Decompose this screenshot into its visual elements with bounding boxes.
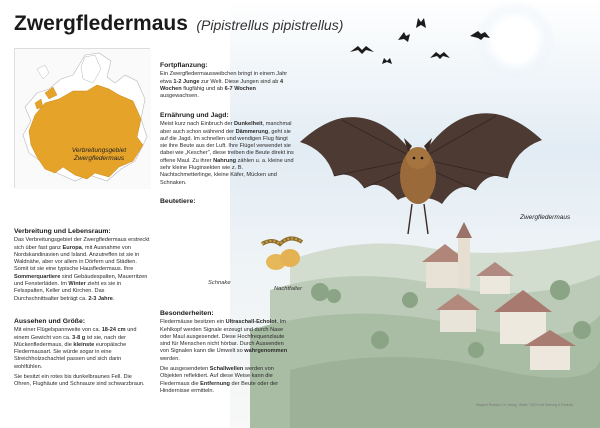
- section-besonderheiten: [160, 310, 294, 398]
- text-aussehen-2: Sie besitzt ein rotes bis dunkelbraunes Fell. Die Ohren, Flughäute und Schnauze sind schwarzbraun.: [14, 374, 145, 388]
- heading-fortpflanzung: Fortpflanzung:: [160, 62, 208, 69]
- section-ernaehrung: [160, 112, 294, 190]
- copyright-note: Siegbert Rudolph, Gr. Verlag · Bilder: OGDV mit Ordnung & Publizist: [476, 403, 573, 407]
- section-fortpflanzung: [160, 62, 294, 103]
- title-scientific: (Pipistrellus pipistrellus): [196, 17, 344, 33]
- heading-besonderheiten: Besonderheiten:: [160, 310, 214, 317]
- heading-aussehen: Aussehen und Größe:: [14, 318, 85, 325]
- text-besonderheiten-2: Die ausgesendeten Schallwellen werden von Objekten reflektiert. Auf diese Weise kann die Fledermaus die Entfernung der Beute oder der Hindernisse ermitteln.: [160, 366, 279, 394]
- schnake-label: Schnake: [208, 280, 231, 286]
- bat-label: Zwergfledermaus: [520, 214, 571, 221]
- map-label: [59, 147, 139, 163]
- text-aussehen-1: Mit einer Flügelspannweite von ca. 18-24 cm und einem Gewicht von ca. 3-8 g ist sie, nach der Mückenfledermaus, die kleinste europäische Fledermausart. Sie würde sogar in eine Streichholzschachtel passen und sich darin wohlfühlen.: [14, 327, 137, 370]
- text-besonderheiten-1: Fledermäuse besitzen ein Ultraschall-Echolot. Im Kehlkopf werden Signale erzeugt und durch Nase oder Maul ausgesendet. Diese Hochfrequenzlaute sind für Menschen nicht hörbar. Durch Aussenden von Signalen kann die Umwelt so wahrgenommen werden.: [160, 319, 288, 362]
- section-aussehen: [14, 318, 150, 392]
- text-ernaehrung: Meist kurz nach Einbruch der Dunkelheit, manchmal aber auch schon während der Dämmerung, geht sie auf die Jagd. Im schnellen und wendigen Flug fängt sie ihre Beute aus der Luft. Ihre Flügel verwendet sie dabei wie „Kescher", diese treiben die Beute direkt ins offene Maul. Zu ihrer Nahrung zählen u. a. kleine und sehr kleine Fluginsekten wie z. B. Nachtschmetterlinge, kleine Käfer, Mücken und Schnaken.: [160, 121, 294, 186]
- europe-map: [15, 49, 151, 189]
- title-main: Zwergfledermaus: [14, 12, 188, 35]
- map-label-line1: Verbreitungsgebiet: [71, 147, 127, 154]
- section-verbreitung: [14, 228, 150, 306]
- section-beutetiere: [160, 198, 294, 207]
- distribution-map: [14, 48, 150, 188]
- text-verbreitung: Das Verbreitungsgebiet der Zwergfledermaus erstreckt sich über fast ganz Europa, mit Ausnahme von Nordskandinavien und Island. Anzutreffen ist sie in Waldnähe, aber vor allem in Dörfern und Städten. Somit ist sie eine typische Hausfledermaus. Ihre Sommerquartiere sind Gebäudespalten, Mauerritzen und Fensterläden. Im Winter zieht es sie in Felsspalten, Keller und Kirchen. Das Durchschnittsalter beträgt ca. 2-3 Jahre.: [14, 237, 150, 302]
- page-title: [14, 12, 343, 36]
- text-fortpflanzung: Ein Zwergfledermausweibchen bringt in einem Jahr etwa 1-2 Junge zur Welt. Diese Jungen sind ab 4 Wochen flugfähig und ab 6-7 Wochen ausgewachsen.: [160, 71, 288, 100]
- map-label-line2: Zwergfledermaus: [73, 155, 125, 162]
- heading-ernaehrung: Ernährung und Jagd:: [160, 112, 229, 119]
- heading-verbreitung: Verbreitung und Lebensraum:: [14, 228, 111, 235]
- heading-beutetiere: Beutetiere:: [160, 198, 196, 205]
- nachtfalter-label: Nachtfalter: [274, 286, 303, 292]
